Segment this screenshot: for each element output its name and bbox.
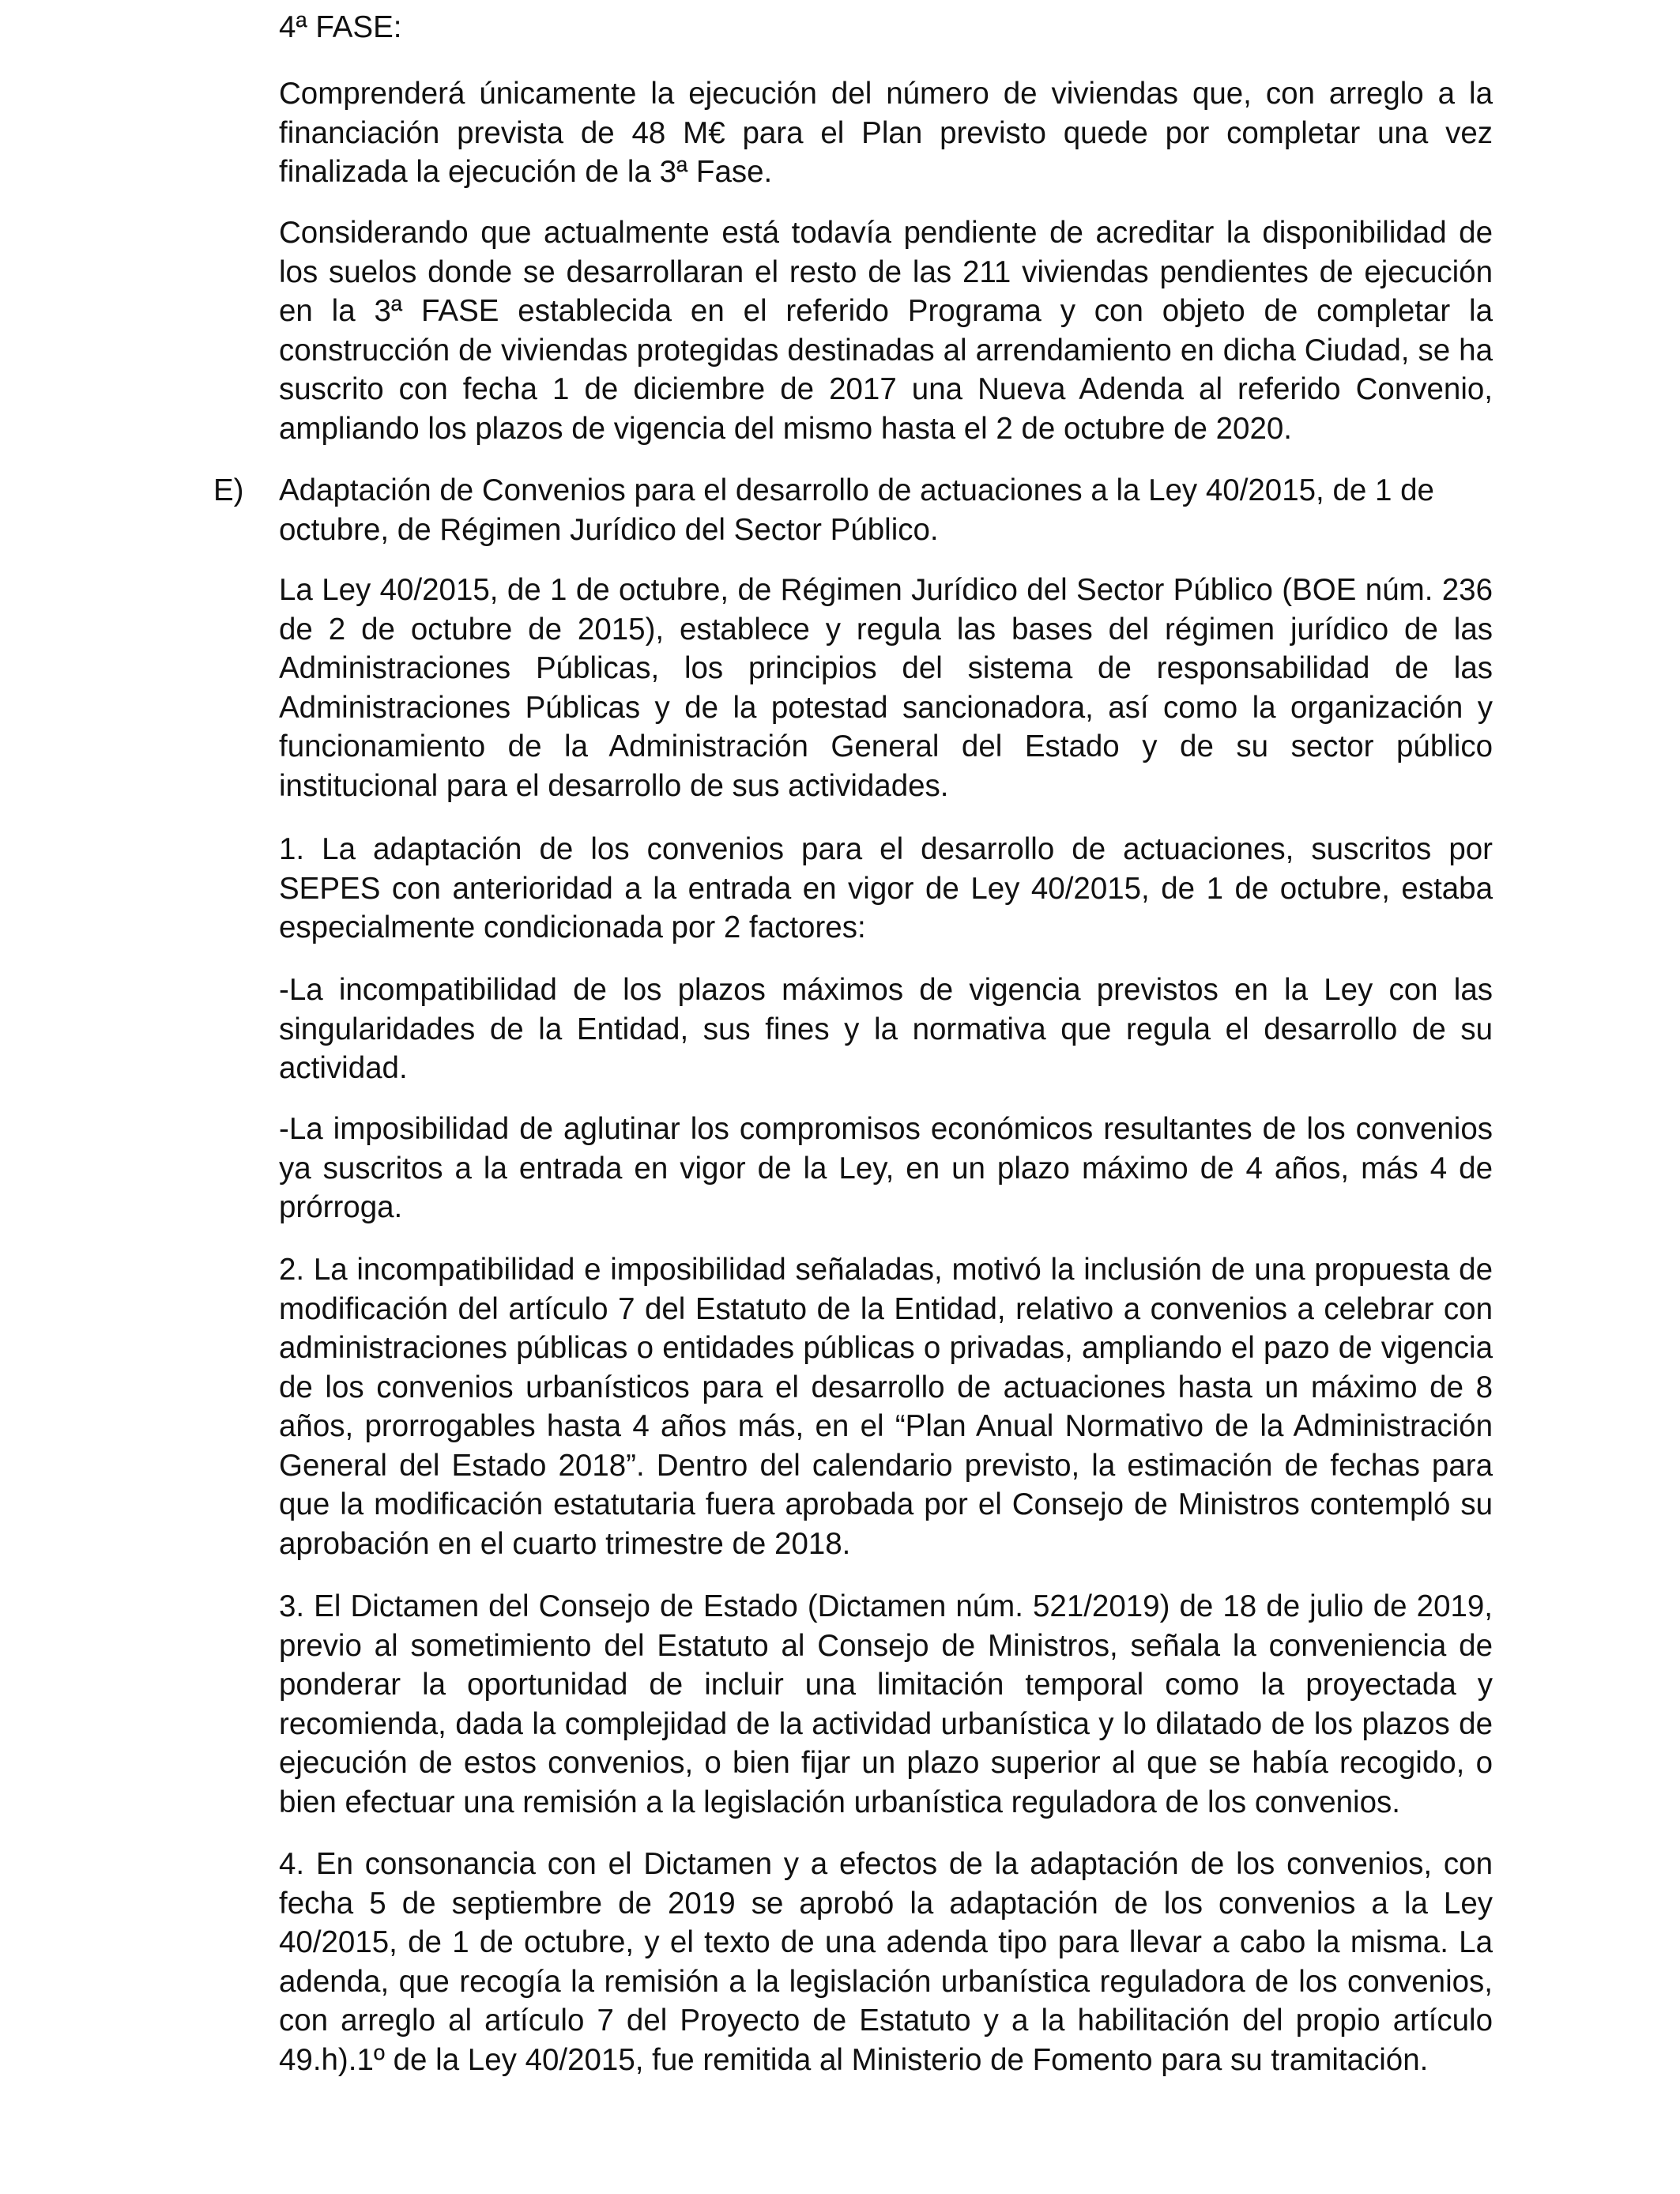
point-2-paragraph: 2. La incompatibilidad e imposibilidad señaladas, motivó la inclusión de una propuesta de modificación del artículo 7 del Estatuto de la Entidad, relativo a convenios a celebrar con administraciones públicas o entidades públicas o privadas, ampliando el pazo de vigencia de los convenios urbanísticos para el desarrollo de actuaciones hasta un máximo de 8 años, prorrogables hasta 4 años más, en el “Plan Anual Normativo de la Administración General del Estado 2018”. Dentro del calendario previsto, la estimación de fechas para que la modificación estatutaria fuera aprobada por el Consejo de Ministros contempló su aprobación en el cuarto trimestre de 2018. [279,1253,1493,1561]
factor-1-paragraph: -La incompatibilidad de los plazos máximos de vigencia previstos en la Ley con las singularidades de la Entidad, sus fines y la normativa que regula el desarrollo de su actividad. [279,973,1493,1085]
point-1-paragraph: 1. La adaptación de los convenios para el desarrollo de actuaciones, suscritos por SEPES con anterioridad a la entrada en vigor de Ley 40/2015, de 1 de octubre, estaba especialmente condicionada por 2 factores: [279,832,1493,944]
considering-paragraph: Considerando que actualmente está todavía pendiente de acreditar la disponibilidad de los suelos donde se desarrollaran el resto de las 211 viviendas pendientes de ejecución en la 3ª FASE establecida en el referido Programa y con objeto de completar la construcción de viviendas protegidas destinadas al arrendamiento en dicha Ciudad, se ha suscrito con fecha 1 de diciembre de 2017 una Nueva Adenda al referido Convenio, ampliando los plazos de vigencia del mismo hasta el 2 de octubre de 2020. [279,216,1493,446]
point-4-paragraph: 4. En consonancia con el Dictamen y a efectos de la adaptación de los convenios, con fecha 5 de septiembre de 2019 se aprobó la adaptación de los convenios a la Ley 40/2015, de 1 de octubre, y el texto de una adenda tipo para llevar a cabo la misma. La adenda, que recogía la remisión a la legislación urbanística reguladora de los convenios, con arreglo al artículo 7 del Proyecto de Estatuto y a la habilitación del propio artículo 49.h).1º de la Ley 40/2015, fue remitida al Ministerio de Fomento para su tramitación. [279,1847,1493,2077]
section-title: Adaptación de Convenios para el desarrollo de actuaciones a la Ley 40/2015, de 1 de octubre, de Régimen Jurídico del Sector Público. [279,473,1434,547]
section-letter: E) [213,473,244,507]
phase-heading: 4ª FASE: [279,10,402,44]
phase-paragraph: Comprenderá únicamente la ejecución del número de viviendas que, con arreglo a la financiación prevista de 48 M€ para el Plan previsto quede por completar una vez finalizada la ejecución de la 3ª Fase. [279,77,1493,189]
factor-2-paragraph: -La imposibilidad de aglutinar los compromisos económicos resultantes de los convenios ya suscritos a la entrada en vigor de la Ley, en un plazo máximo de 4 años, más 4 de prórroga. [279,1112,1493,1224]
law-paragraph: La Ley 40/2015, de 1 de octubre, de Régimen Jurídico del Sector Público (BOE núm. 236 de 2 de octubre de 2015), establece y regula las bases del régimen jurídico de las Administraciones Públicas, los principios del sistema de responsabilidad de las Administraciones Públicas y de la potestad sancionadora, así como la organización y funcionamiento de la Administración General del Estado y de su sector público institucional para el desarrollo de sus actividades. [279,573,1493,803]
point-3-paragraph: 3. El Dictamen del Consejo de Estado (Dictamen núm. 521/2019) de 18 de julio de 2019, previo al sometimiento del Estatuto al Consejo de Ministros, señala la conveniencia de ponderar la oportunidad de incluir una limitación temporal como la proyectada y recomienda, dada la complejidad de la actividad urbanística y lo dilatado de los plazos de ejecución de estos convenios, o bien fijar un plazo superior al que se había recogido, o bien efectuar una remisión a la legislación urbanística reguladora de los convenios. [279,1589,1493,1819]
